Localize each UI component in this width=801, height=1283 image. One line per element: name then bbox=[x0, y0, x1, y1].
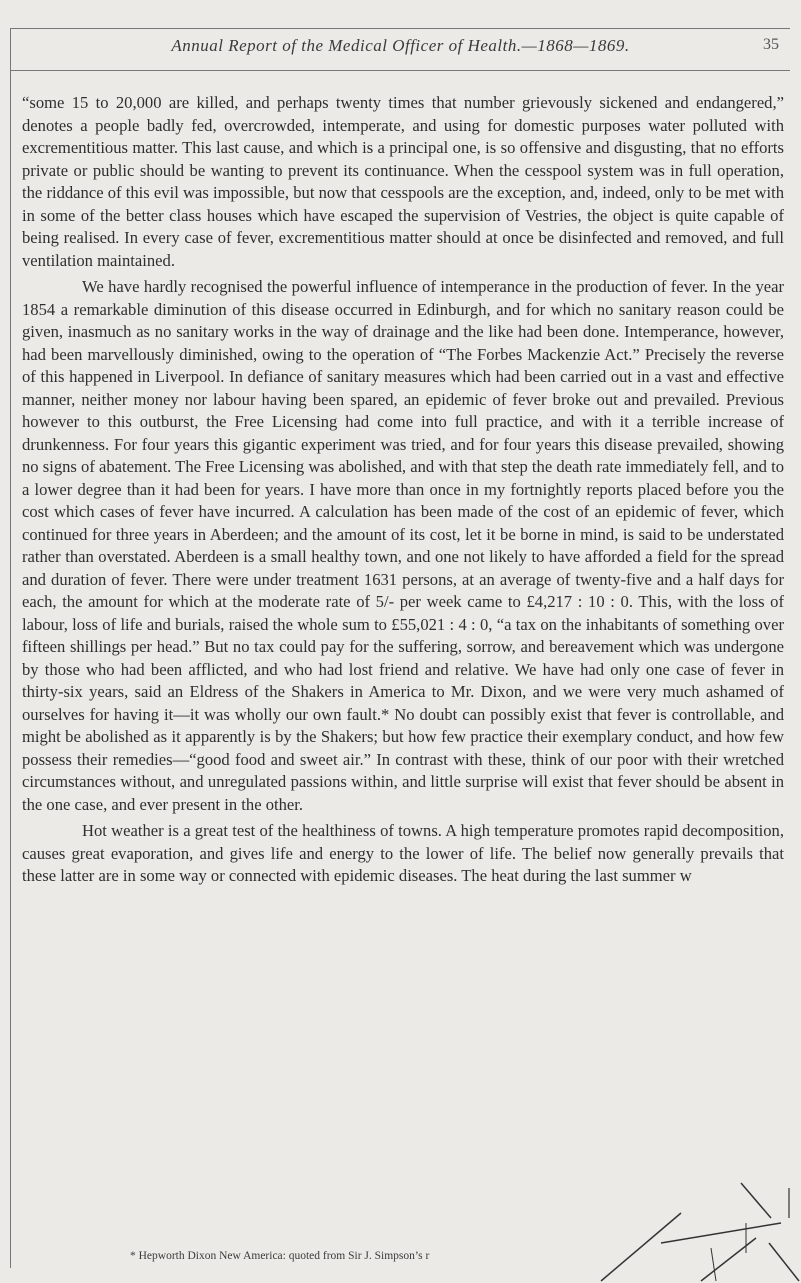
torn-corner-lines bbox=[541, 1163, 801, 1283]
header-rule bbox=[10, 70, 790, 71]
paragraph-1: “some 15 to 20,000 are killed, and perhaps twenty times that number grievously sickened and endangered,” denotes a people badly fed, overcrowded, intemperate, and using for domestic purposes water polluted with excrementitious matter. This last cause, and which is a principal one, is so offensive and disgusting, that no efforts private or public should be wanting to prevent its continuance. When the cesspool system was in full operation, the riddance of this evil was impossible, but now that cesspools are the exception, and, indeed, only to be met with in some of the better class houses which have escaped the supervision of Vestries, the object is quite capable of being realised. In every case of fever, excrementitious matter should at once be disinfected and removed, and full ventilation maintained. bbox=[22, 93, 784, 270]
paragraph-2: We have hardly recognised the powerful influence of intemperance in the production of fever. In the year 1854 a remarkable diminution of this disease occurred in Edinburgh, and for which no sanitary reason could be given, inasmuch as no sanitary works in the way of drainage and the like had been done. Intemperance, however, had been marvellously diminished, owing to the operation of “The Forbes Mackenzie Act.” Precisely the reverse of this happened in Liverpool. In defiance of sanitary measures which had been carried out in a vast and effective manner, neither money nor labour having been spared, an epidemic of fever broke out and prevailed. Previous however to this outburst, the Free Licensing had come into full practice, and with it a terrible increase of drunkenness. For four years this gigantic experiment was tried, and for four years this disease prevailed, showing no signs of abatement. The Free Licensing was abolished, and with that step the death rate immediately fell, and to a lower degree than it had been for years. I have more than once in my fortnightly reports placed before you the cost which cases of fever have incurred. A calculation has been made of the cost of an epidemic of fever, which continued for three years in Aberdeen; and the amount of its cost, let it be borne in mind, is said to be understated rather than overstated. Aberdeen is a small healthy town, and one not likely to have afforded a field for the spread and duration of fever. There were under treatment 1631 persons, at an average of twenty-five and a half days for each, the amount for which at the moderate rate of 5/- per week came to £4,217 : 10 : 0. This, with the loss of labour, loss of life and burials, raised the whole sum to £55,021 : 4 : 0, “a tax on the inhabitants of something over fifteen shillings per head.” But no tax could pay for the suffering, sorrow, and bereavement which was undergone by those who had been afflicted, and who had lost friend and relative. We have had only one case of fever in thirty-six years, said an Eldress of the Shakers in America to Mr. Dixon, and we were very much ashamed of ourselves for having it—it was wholly our own fault.* No doubt can possibly exist that fever is controllable, and might be abolished as it apparently is by the Shakers; but how few practice their exemplary conduct, and how few possess their remedies—“good food and sweet air.” In contrast with these, think of our poor with their wretched circumstances without, and unregulated passions within, and little surprise will exist that fever should be absent in the one case, and ever present in the other. bbox=[22, 277, 784, 814]
page-number: 35 bbox=[763, 36, 779, 53]
body-text bbox=[22, 92, 784, 888]
frame-top-rule bbox=[10, 28, 790, 29]
footnote: * Hepworth Dixon New America: quoted from Sir J. Simpson’s r bbox=[130, 1250, 430, 1262]
header-title: Annual Report of the Medical Officer of Health.—1868—1869. bbox=[171, 36, 630, 55]
paragraph-3: Hot weather is a great test of the healthiness of towns. A high temperature promotes rapid decomposition, causes great evaporation, and gives life and energy to the lower of life. The belief now generally prevails that these latter are in some way or connected with epidemic diseases. The heat during the last summer w bbox=[22, 821, 784, 885]
frame-left-rule bbox=[10, 28, 11, 1268]
running-header bbox=[0, 36, 801, 64]
